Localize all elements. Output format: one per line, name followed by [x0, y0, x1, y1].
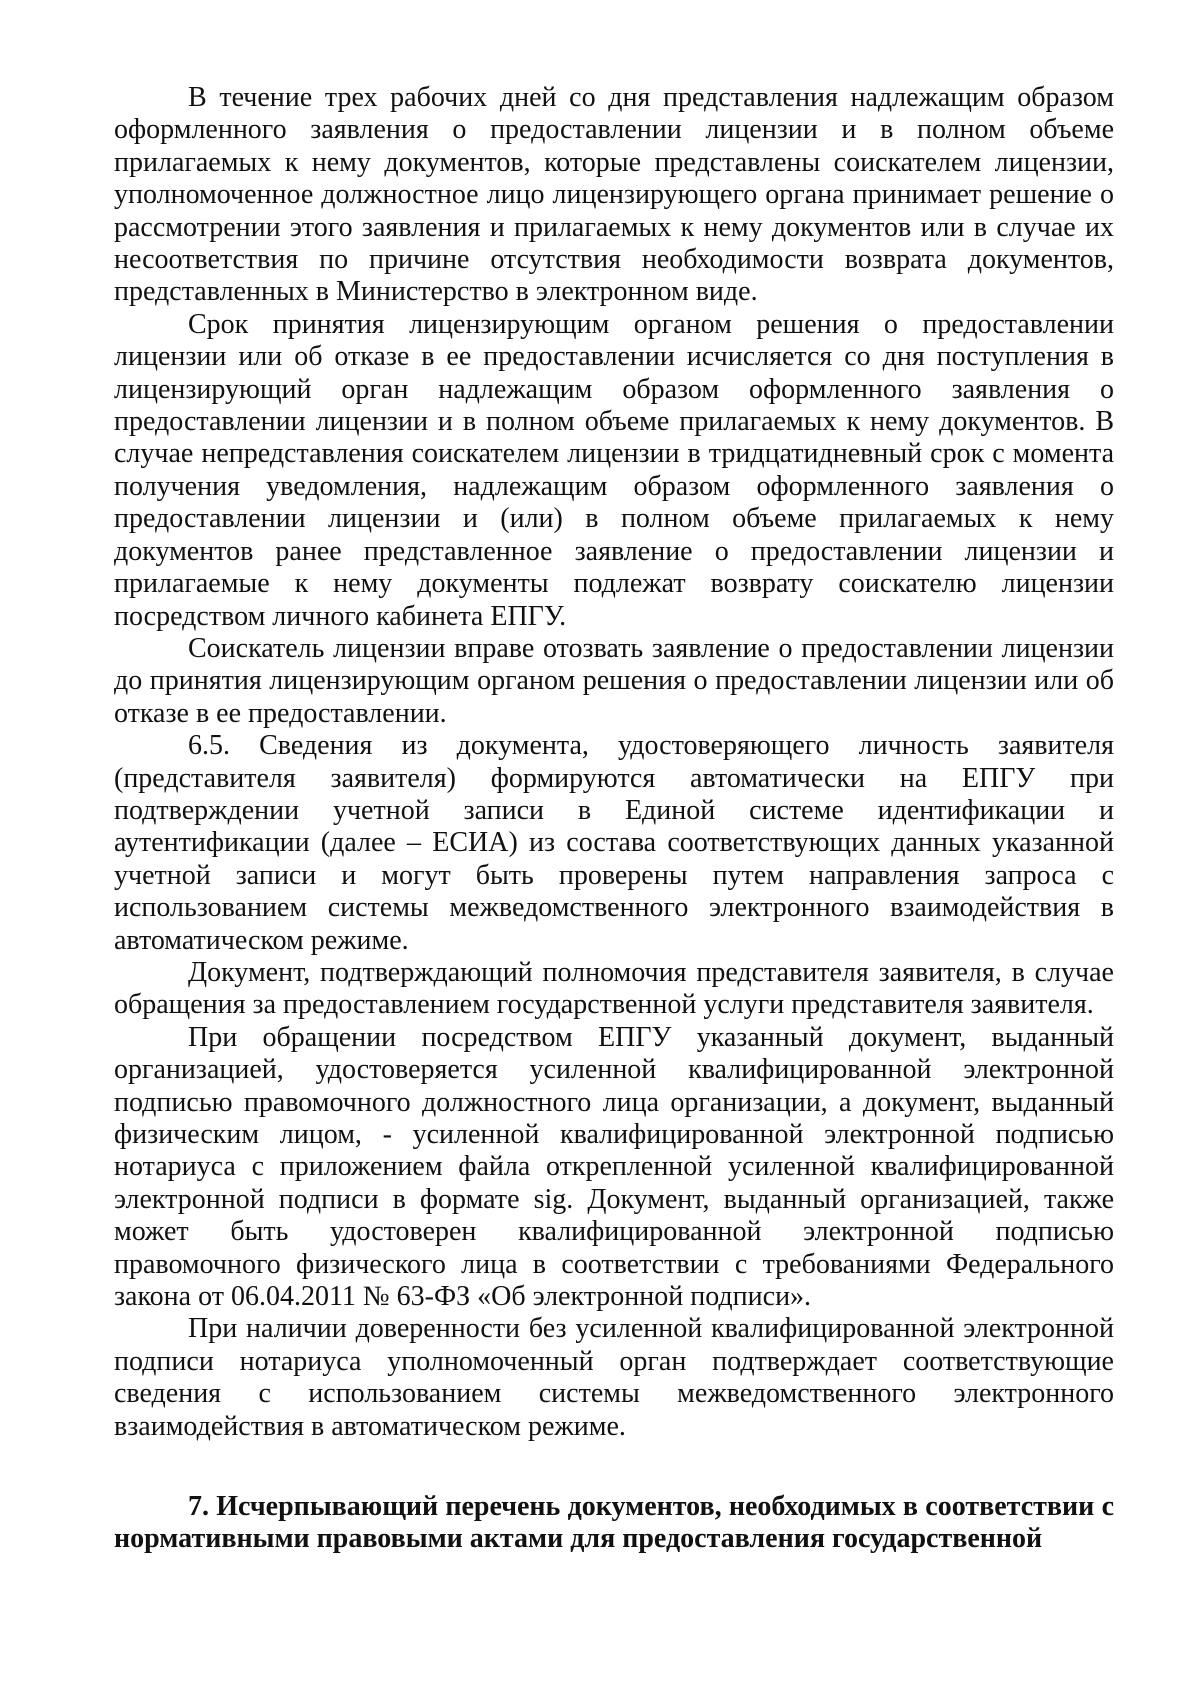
paragraph-review-decision: В течение трех рабочих дней со дня представления надлежащим образом оформленного заявления о предоставлении лицензии и в полном объеме прилагаемых к нему документов, которые представлены соискателем лицензии, уполномоченное должностное лицо лицензирующего органа принимает решение о рассмотрении этого заявления и прилагаемых к нему документов или в случае их несоответствия по причине отсутствия необходимости возврата документов, представленных в Министерство в электронном виде. — [114, 82, 1114, 308]
paragraph-representative-document: Документ, подтверждающий полномочия представителя заявителя, в случае обращения за предоставлением государственной услуги представителя заявителя. — [114, 956, 1114, 1021]
paragraph-6-5-identity-data: 6.5. Сведения из документа, удостоверяющего личность заявителя (представителя заявителя) формируются автоматически на ЕПГУ при подтверждении учетной записи в Единой системе идентификации и аутентификации (далее – ЕСИА) из состава соответствующих данных указанной учетной записи и могут быть проверены путем направления запроса с использованием системы межведомственного электронного взаимодействия в автоматическом режиме. — [114, 730, 1114, 956]
paragraph-epgu-signature: При обращении посредством ЕПГУ указанный документ, выданный организацией, удостоверяется усиленной квалифицированной электронной подписью правомочного должностного лица организации, а документ, выданный физическим лицом, - усиленной квалифицированной электронной подписью нотариуса с приложением файла открепленной усиленной квалифицированной электронной подписи в формате sig. Документ, выданный организацией, также может быть удостоверен квалифицированной электронной подписью правомочного физического лица в соответствии с требованиями Федерального закона от 06.04.2011 № 63-ФЗ «Об электронной подписи». — [114, 1021, 1114, 1313]
paragraph-power-of-attorney: При наличии доверенности без усиленной квалифицированной электронной подписи нотариуса уполномоченный орган подтверждает соответствующие сведения с использованием системы межведомственного электронного взаимодействия в автоматическом режиме. — [114, 1313, 1114, 1442]
paragraph-withdraw-application: Соискатель лицензии вправе отозвать заявление о предоставлении лицензии до принятия лицензирующим органом решения о предоставлении лицензии или об отказе в ее предоставлении. — [114, 632, 1114, 729]
paragraph-decision-deadline: Срок принятия лицензирующим органом решения о предоставлении лицензии или об отказе в ее предоставлении исчисляется со дня поступления в лицензирующий орган надлежащим образом оформленного заявления о предоставлении лицензии и в полном объеме прилагаемых к нему документов. В случае непредставления соискателем лицензии в тридцатидневный срок с момента получения уведомления, надлежащим образом оформленного заявления о предоставлении лицензии и (или) в полном объеме прилагаемых к нему документов ранее представленное заявление о предоставлении лицензии и прилагаемые к нему документы подлежат возврату соискателю лицензии посредством личного кабинета ЕПГУ. — [114, 308, 1114, 632]
document-page — [114, 82, 1114, 1556]
section-heading-7: 7. Исчерпывающий перечень документов, необходимых в соответствии с нормативными правовыми актами для предоставления государственной — [114, 1491, 1114, 1555]
